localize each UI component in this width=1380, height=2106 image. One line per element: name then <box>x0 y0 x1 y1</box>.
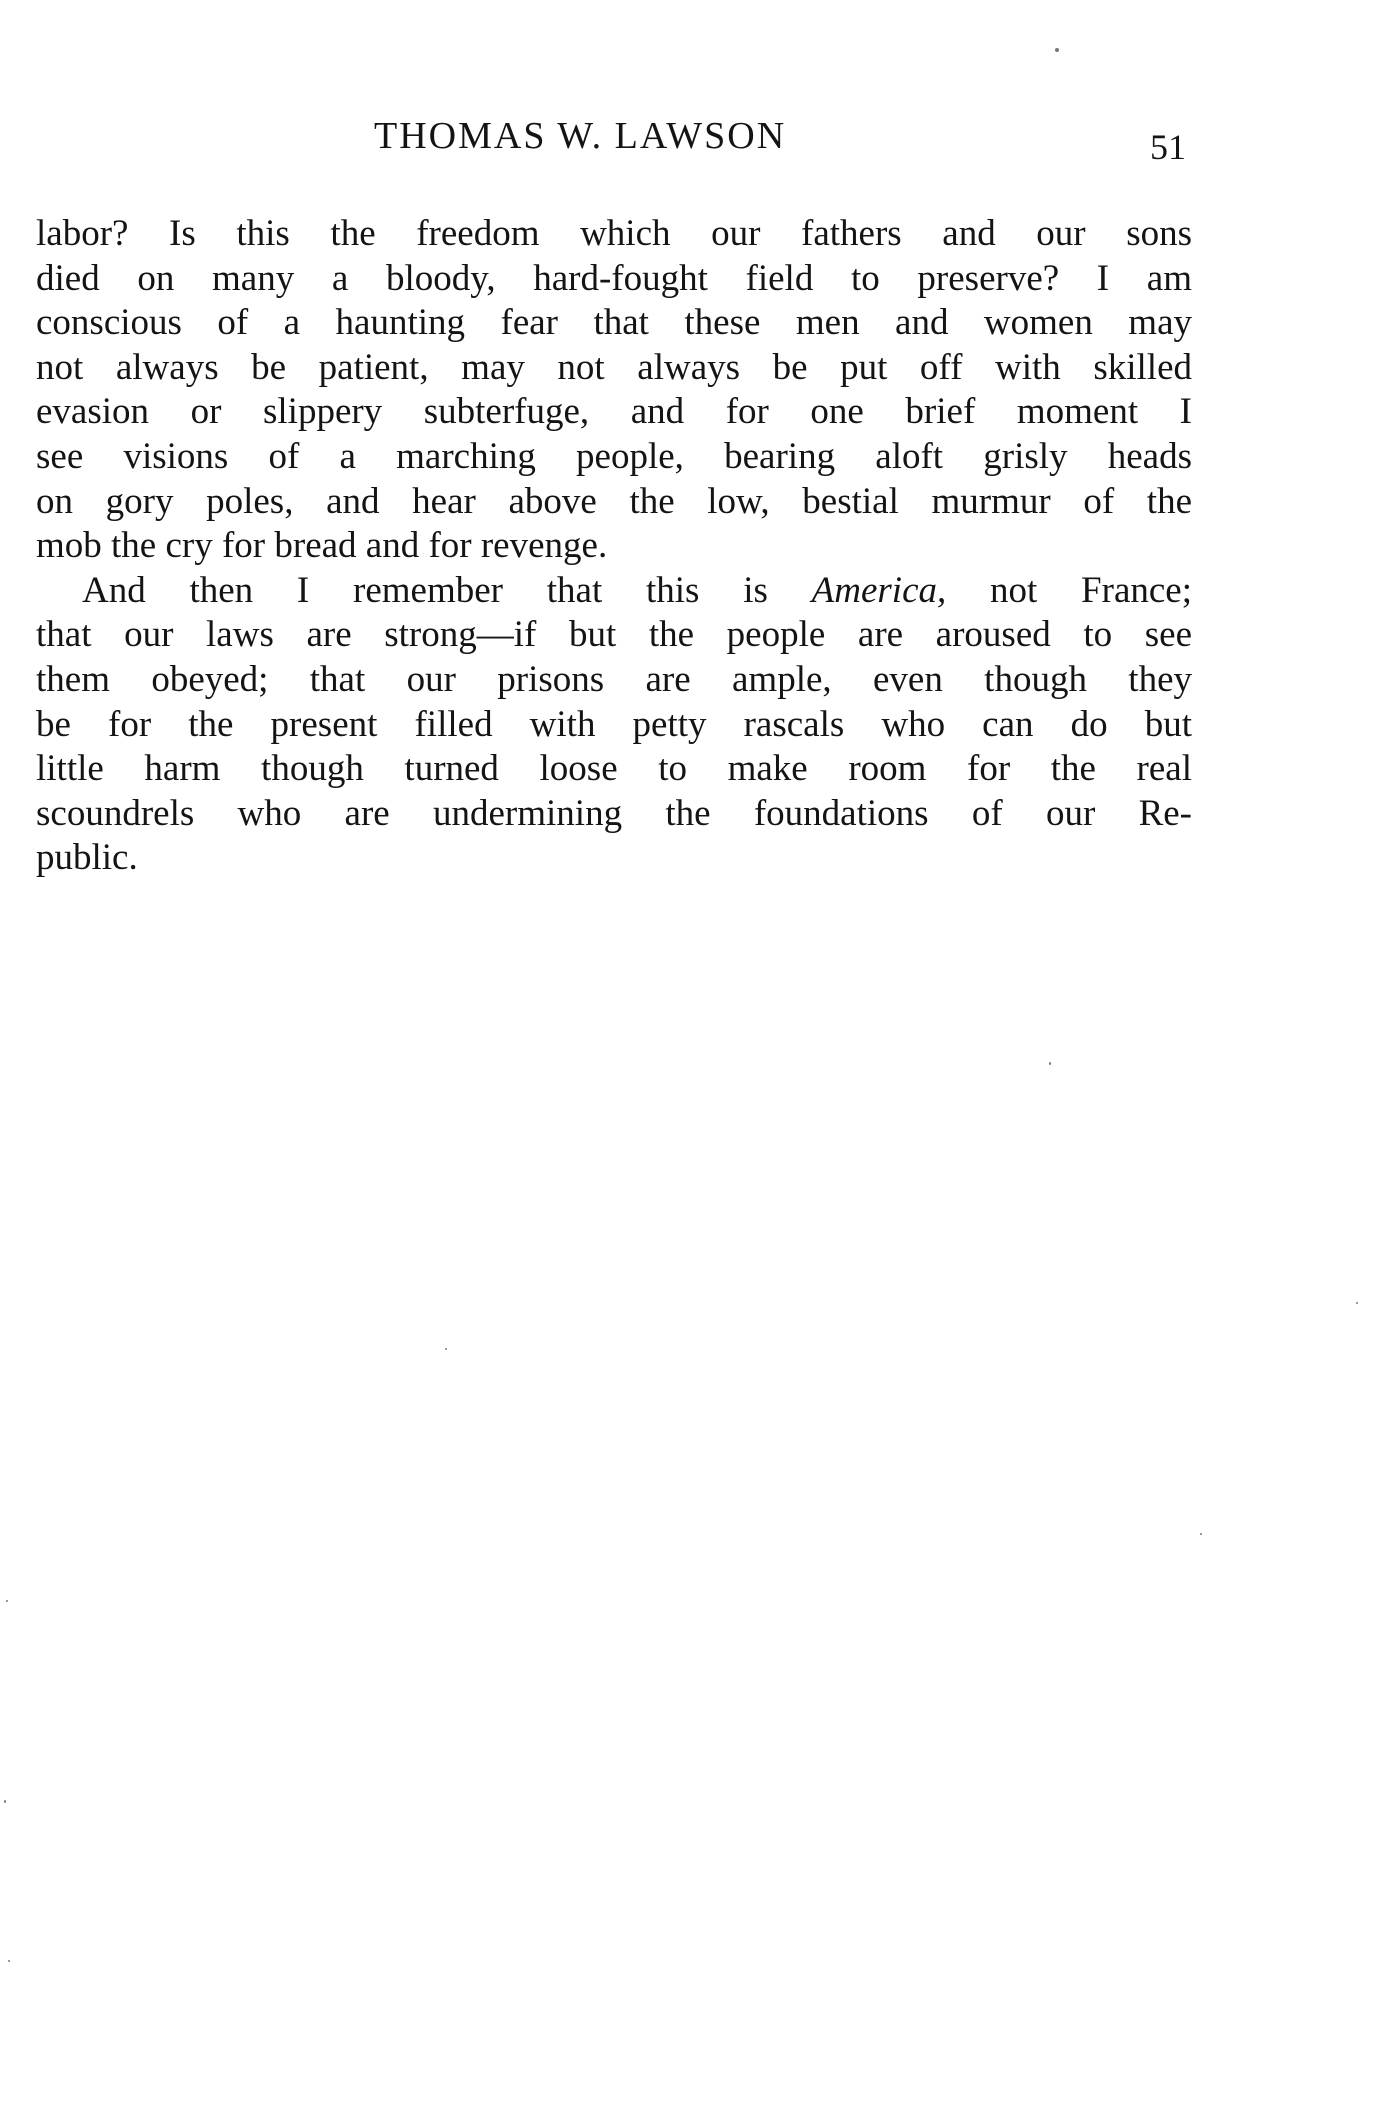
paragraph-1 <box>36 212 1192 569</box>
body-text <box>36 212 1192 881</box>
scan-speck <box>1049 1062 1051 1065</box>
scan-speck <box>1200 1533 1202 1535</box>
text-line: mob the cry for bread and for revenge. <box>36 525 608 567</box>
scan-speck <box>1356 1302 1358 1304</box>
text-line: evasion or slippery subterfuge, and for one brief moment I <box>36 391 1192 433</box>
page-number: 51 <box>1150 127 1186 167</box>
text-line: on gory poles, and hear above the low, bestial murmur of the <box>36 480 1192 522</box>
text-line: that our laws are strong—if but the people are aroused to see <box>36 614 1192 656</box>
text-line: little harm though turned loose to make room for the real <box>36 748 1192 790</box>
paragraph-2 <box>36 569 1192 881</box>
scan-speck <box>1055 48 1059 52</box>
text-segment: And then I remember that this is <box>82 569 812 611</box>
text-line: not always be patient, may not always be put off with skilled <box>36 346 1192 388</box>
running-title: THOMAS W. LAWSON <box>374 115 787 157</box>
text-line: them obeyed; that our prisons are ample, even though they <box>36 658 1192 700</box>
text-line: labor? Is this the freedom which our fathers and our sons <box>36 213 1192 254</box>
emphasis-america: America, <box>811 569 947 611</box>
scan-speck <box>6 1600 8 1602</box>
running-head <box>0 108 1380 168</box>
scan-speck <box>8 1960 10 1962</box>
text-line: died on many a bloody, hard-fought field to preserve? I am <box>36 257 1192 299</box>
text-line <box>36 569 1192 614</box>
text-line: scoundrels who are undermining the foundations of our Re- <box>36 792 1192 834</box>
text-segment: not France; <box>946 569 1192 611</box>
text-line: see visions of a marching people, bearing aloft grisly heads <box>36 435 1192 477</box>
text-line: public. <box>36 837 138 879</box>
text-line: conscious of a haunting fear that these men and women may <box>36 302 1192 344</box>
scan-speck <box>445 1348 447 1350</box>
text-line: be for the present filled with petty rascals who can do but <box>36 703 1192 745</box>
scan-speck <box>4 1800 6 1803</box>
